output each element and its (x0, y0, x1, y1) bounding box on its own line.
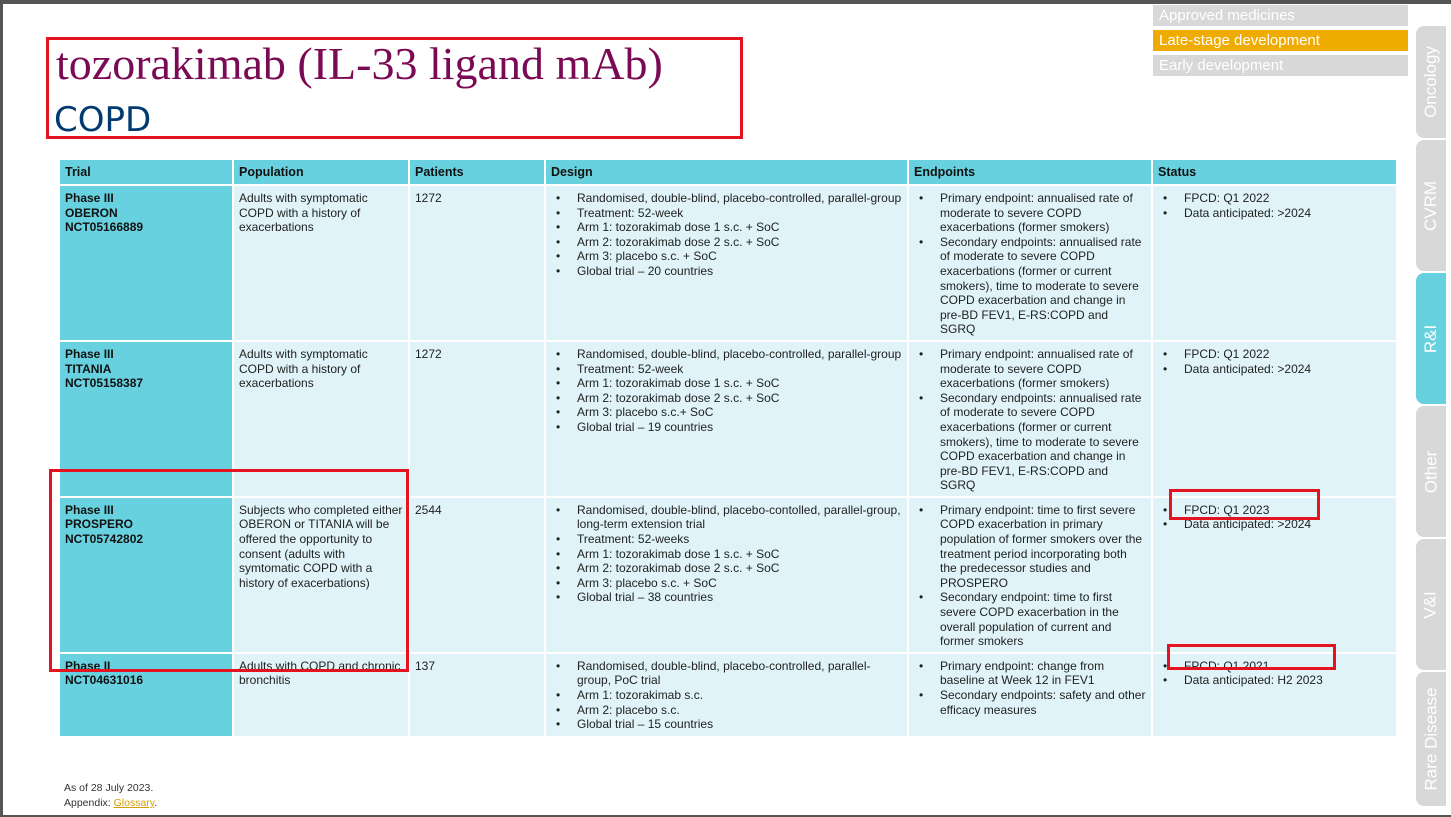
trial-phase: Phase III (65, 346, 114, 361)
design-item: • Global trial – 38 countries (577, 590, 902, 605)
glossary-link[interactable]: Glossary (113, 797, 155, 809)
status-highlight-box (1167, 644, 1336, 670)
patients-cell: 1272 (409, 185, 545, 341)
header-population: Population (233, 160, 409, 185)
window-left-edge (0, 0, 3, 817)
status-item: • FPCD: Q1 2022 (1184, 191, 1391, 206)
status-item: • FPCD: Q1 2022 (1184, 347, 1391, 362)
legend-approved-medicines: Approved medicines (1153, 5, 1408, 26)
trial-phase: Phase II (65, 658, 111, 673)
header-trial: Trial (60, 160, 233, 185)
endpoints-cell (908, 341, 1152, 497)
design-item: • Arm 1: tozorakimab dose 1 s.c. + SoC (577, 376, 902, 391)
design-item: • Arm 2: placebo s.c. (577, 703, 902, 718)
status-cell (1152, 497, 1397, 653)
header-endpoints: Endpoints (908, 160, 1152, 185)
endpoint-item: • Primary endpoint: annualised rate of moderate to severe COPD exacerbations (former smokers) (940, 347, 1146, 391)
tab-r-and-i[interactable] (1416, 273, 1446, 404)
endpoints-cell (908, 185, 1152, 341)
tab-label: V&I (1421, 590, 1440, 619)
tab-other[interactable] (1416, 406, 1446, 537)
patients-cell: 1272 (409, 341, 545, 497)
appendix-note (64, 797, 157, 809)
design-item: • Arm 2: tozorakimab dose 2 s.c. + SoC (577, 561, 902, 576)
status-item: • FPCD: Q1 2021 (1184, 659, 1391, 674)
design-cell (545, 185, 908, 341)
trial-name: PROSPERO (65, 517, 134, 532)
trial-phase: Phase III (65, 502, 114, 517)
tab-rare-disease[interactable] (1416, 672, 1446, 806)
design-item: • Randomised, double-blind, placebo-controlled, parallel-group (577, 191, 902, 206)
trial-name: OBERON (65, 205, 118, 220)
legend-early-development: Early development (1153, 55, 1408, 76)
design-cell (545, 653, 908, 737)
appendix-suffix: . (154, 797, 158, 809)
trial-id: NCT05158387 (65, 376, 144, 391)
design-item: • Arm 2: tozorakimab dose 2 s.c. + SoC (577, 391, 902, 406)
status-item: • FPCD: Q1 2023 (1184, 503, 1391, 518)
design-item: • Treatment: 52-week (577, 206, 902, 221)
tab-label: CVRM (1421, 180, 1440, 231)
design-item: • Arm 3: placebo s.c.+ SoC (577, 405, 902, 420)
endpoint-item: • Secondary endpoint: time to first severe COPD exacerbation in the overall population of current and former smokers (940, 590, 1146, 648)
table-header-row (60, 160, 1397, 185)
status-item: • Data anticipated: >2024 (1184, 206, 1391, 221)
tab-oncology[interactable] (1416, 26, 1446, 138)
endpoint-item: • Primary endpoint: change from baseline at Week 12 in FEV1 (940, 659, 1146, 688)
design-item: • Randomised, double-blind, placebo-controlled, parallel-group (577, 347, 902, 362)
design-item: • Randomised, double-blind, placebo-controlled, parallel-group, PoC trial (577, 659, 902, 688)
design-cell (545, 341, 908, 497)
page-subtitle: COPD (54, 100, 152, 140)
population-cell: Adults with symptomatic COPD with a history of exacerbations (233, 341, 409, 497)
design-item: • Global trial – 15 countries (577, 717, 902, 732)
endpoints-cell (908, 497, 1152, 653)
tab-label: Other (1421, 450, 1440, 493)
trial-phase: Phase III (65, 191, 114, 205)
status-cell (1152, 185, 1397, 341)
endpoint-item: • Secondary endpoints: safety and other efficacy measures (940, 688, 1146, 717)
trial-id: NCT04631016 (65, 673, 144, 688)
population-cell: Adults with COPD and chronic bronchitis (233, 653, 409, 737)
tab-label: R&I (1421, 324, 1440, 353)
tab-v-and-i[interactable] (1416, 539, 1446, 670)
design-item: • Randomised, double-blind, placebo-contolled, parallel-group, long-term extension trial (577, 503, 902, 532)
design-item: • Arm 3: placebo s.c. + SoC (577, 249, 902, 264)
population-cell: Adults with symptomatic COPD with a history of exacerbations (233, 185, 409, 341)
design-item: • Arm 2: tozorakimab dose 2 s.c. + SoC (577, 235, 902, 250)
title-highlight-box (46, 37, 743, 139)
endpoints-cell (908, 653, 1152, 737)
trial-id: NCT05742802 (65, 532, 144, 547)
tab-label: Oncology (1421, 46, 1441, 118)
patients-cell: 2544 (409, 497, 545, 653)
appendix-prefix: Appendix: (64, 797, 114, 809)
patients-cell: 137 (409, 653, 545, 737)
design-cell (545, 497, 908, 653)
endpoint-item: • Primary endpoint: time to first severe COPD exacerbation in primary population of former smokers over the treatment period incorporating both the predecessor studies and PROSPERO (940, 503, 1146, 591)
tab-label: Rare Disease (1421, 687, 1440, 791)
header-patients: Patients (409, 160, 545, 185)
page-title: tozorakimab (IL-33 ligand mAb) (56, 38, 663, 89)
design-item: • Treatment: 52-weeks (577, 532, 902, 547)
design-item: • Treatment: 52-week (577, 362, 902, 377)
population-cell: Subjects who completed either OBERON or TITANIA will be offered the opportunity to consent (adults with symtomatic COPD with a history of exacerbations) (233, 497, 409, 653)
legend-late-stage-development: Late-stage development (1153, 30, 1408, 51)
design-item: • Arm 1: tozorakimab dose 1 s.c. + SoC (577, 220, 902, 235)
design-item: • Arm 1: tozorakimab dose 1 s.c. + SoC (577, 547, 902, 562)
side-tab-bar (1416, 6, 1446, 806)
status-item: • Data anticipated: >2024 (1184, 517, 1391, 532)
design-item: • Arm 1: tozorakimab s.c. (577, 688, 902, 703)
header-design: Design (545, 160, 908, 185)
trial-name: TITANIA (65, 361, 112, 376)
status-item: • Data anticipated: >2024 (1184, 362, 1391, 377)
trial-highlight-box (49, 469, 409, 672)
trial-id: NCT05166889 (65, 220, 144, 235)
status-item: • Data anticipated: H2 2023 (1184, 673, 1391, 688)
design-item: • Global trial – 20 countries (577, 264, 902, 279)
status-cell (1152, 341, 1397, 497)
header-status: Status (1152, 160, 1397, 185)
status-highlight-box (1169, 489, 1320, 520)
table-row (60, 185, 1397, 341)
endpoint-item: • Secondary endpoints: annualised rate of moderate to severe COPD exacerbations (former or current smokers), time to moderate to severe COPD exacerbation and change in pre-BD FEV1, E-RS:COPD and SGRQ (940, 235, 1146, 337)
design-item: • Global trial – 19 countries (577, 420, 902, 435)
endpoint-item: • Secondary endpoints: annualised rate of moderate to severe COPD exacerbations (former or current smokers), time to moderate to severe COPD exacerbation and change in pre-BD FEV1, E-RS:COPD and SGRQ (940, 391, 1146, 493)
design-item: • Arm 3: placebo s.c. + SoC (577, 576, 902, 591)
tab-cvrm[interactable] (1416, 140, 1446, 271)
endpoint-item: • Primary endpoint: annualised rate of moderate to severe COPD exacerbations (former smokers) (940, 191, 1146, 235)
as-of-note: As of 28 July 2023. (64, 782, 154, 794)
window-top-edge (0, 0, 1451, 4)
trial-cell (60, 185, 233, 341)
